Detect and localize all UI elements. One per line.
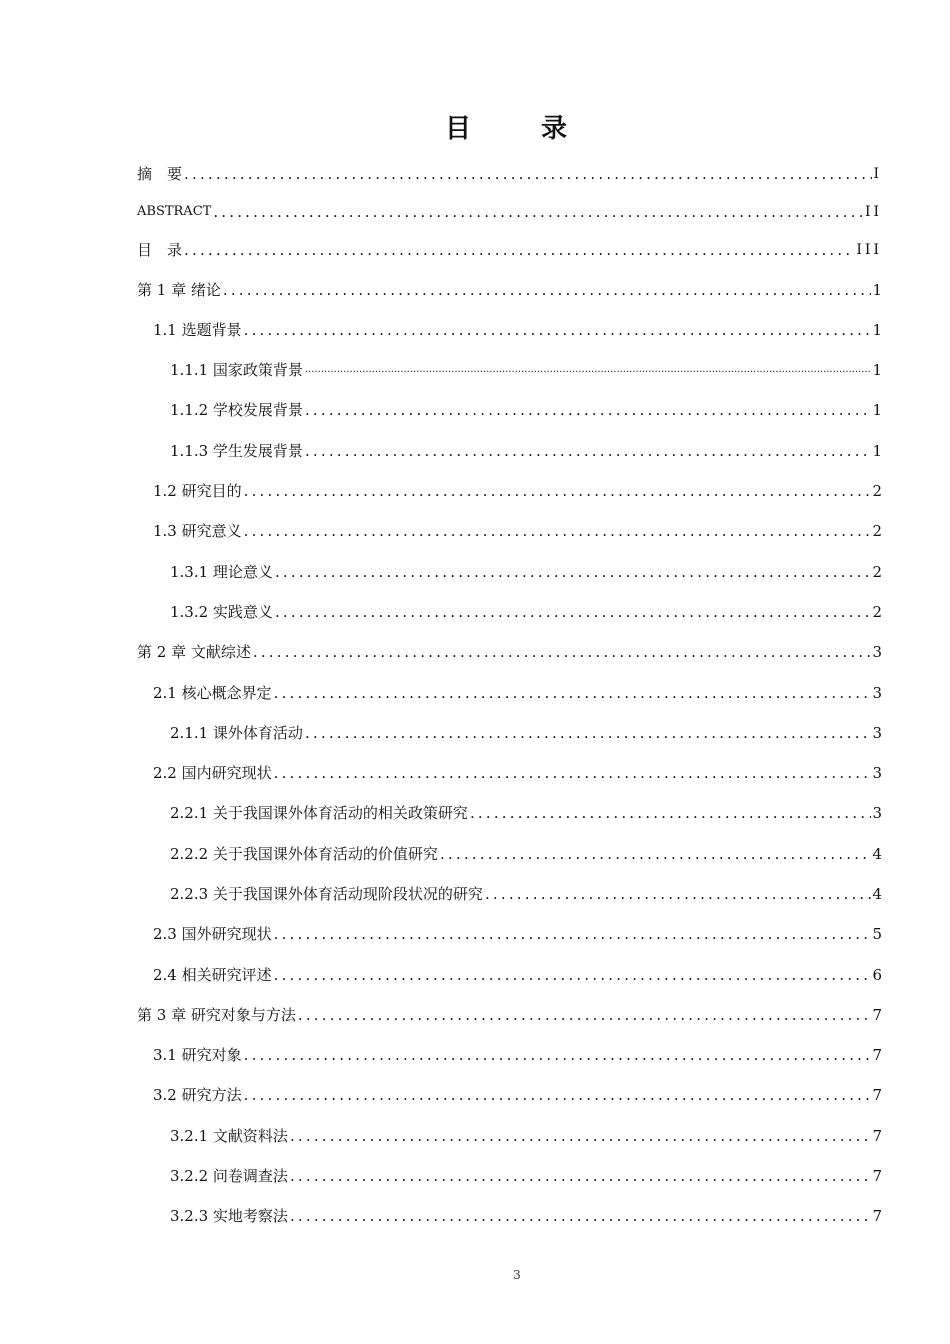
toc-entry[interactable] (153, 316, 882, 340)
toc-entry-label: 3.2.3 实地考察法 (170, 1207, 288, 1225)
toc-leader-dots (290, 1166, 872, 1186)
toc-entry-page: 4 (872, 845, 882, 863)
toc-leader-dots (485, 884, 872, 904)
toc-entry[interactable] (153, 477, 882, 501)
toc-entry-label: 2.2.3 关于我国课外体育活动现阶段状况的研究 (170, 885, 483, 903)
toc-entry-label: ABSTRACT (137, 204, 212, 219)
toc-entry[interactable] (153, 920, 882, 944)
toc-entry[interactable] (170, 1162, 882, 1186)
toc-entry[interactable] (153, 759, 882, 783)
toc-entry[interactable] (137, 276, 882, 300)
toc-entry-label: 第 2 章 文献综述 (137, 643, 251, 661)
toc-leader-dots (275, 562, 872, 582)
toc-entry[interactable] (153, 1081, 882, 1105)
toc-entry[interactable] (170, 840, 882, 864)
toc-entry[interactable] (170, 356, 882, 380)
toc-entry-page: 3 (872, 724, 882, 742)
toc-entry-label: 2.2.2 关于我国课外体育活动的价值研究 (170, 845, 438, 863)
toc-leader-dots (244, 1085, 872, 1105)
toc-leader-dots (298, 1005, 872, 1025)
toc-entry-page: 1 (872, 361, 882, 379)
footer-page-number: 3 (513, 1268, 521, 1282)
toc-entry[interactable] (137, 638, 882, 662)
toc-entry-page: 7 (872, 1167, 882, 1185)
toc-entry[interactable] (170, 719, 882, 743)
toc-entry-label: 1.1.2 学校发展背景 (170, 401, 303, 419)
toc-leader-dots (213, 202, 864, 222)
toc-entry-label: 2.2 国内研究现状 (153, 764, 272, 782)
toc-entry-label: 目 录 (137, 241, 183, 259)
toc-entry[interactable] (153, 1041, 882, 1065)
toc-entry-page: II (864, 204, 882, 220)
toc-entry-page: 2 (872, 482, 882, 500)
toc-leader-dots (470, 803, 872, 823)
toc-entry-page: 1 (872, 442, 882, 460)
toc-entry-label: 1.1 选题背景 (153, 321, 242, 339)
toc-entry-page: I (873, 166, 882, 182)
toc-leader-dots (184, 240, 855, 260)
toc-entry-label: 2.3 国外研究现状 (153, 925, 272, 943)
toc-entry-page: 1 (872, 321, 882, 339)
toc-entry-label: 1.2 研究目的 (153, 482, 242, 500)
toc-entry-page: 7 (872, 1046, 882, 1064)
toc-entry-label: 2.2.1 关于我国课外体育活动的相关政策研究 (170, 804, 468, 822)
toc-entry-page: 2 (872, 603, 882, 621)
toc-entry-page: 7 (872, 1207, 882, 1225)
toc-entry-page: 2 (872, 563, 882, 581)
toc-entry-label: 3.2.2 问卷调查法 (170, 1167, 288, 1185)
toc-leader-dots (274, 763, 872, 783)
toc-entry-page: 4 (872, 885, 882, 903)
toc-entry[interactable] (137, 160, 882, 184)
toc-entry[interactable] (170, 437, 882, 461)
toc-entry-label: 1.1.3 学生发展背景 (170, 442, 303, 460)
toc-entry-label: 3.2 研究方法 (153, 1086, 242, 1104)
toc-leader-dots (290, 1206, 872, 1226)
toc-entry-label: 摘 要 (137, 165, 183, 183)
toc-entry-page: 1 (872, 401, 882, 419)
toc-leader-dots (184, 164, 872, 184)
toc-entry-page: 7 (872, 1086, 882, 1104)
toc-entry-page: 6 (872, 966, 882, 984)
toc-entry-page: 1 (872, 281, 882, 299)
toc-entry-label: 第 1 章 绪论 (137, 281, 221, 299)
toc-entry[interactable] (170, 598, 882, 622)
toc-leader-dots (253, 642, 872, 662)
toc-entry-page: 3 (872, 804, 882, 822)
toc-entry[interactable] (153, 961, 882, 985)
toc-leader-dots (244, 481, 872, 501)
toc-entry[interactable] (170, 880, 882, 904)
toc-leader-dots (244, 521, 872, 541)
toc-leader-dots (305, 723, 872, 743)
toc-entry-label: 3.2.1 文献资料法 (170, 1127, 288, 1145)
toc-entry[interactable] (170, 1202, 882, 1226)
toc-entry[interactable] (170, 396, 882, 420)
toc-entry-label: 第 3 章 研究对象与方法 (137, 1006, 296, 1024)
toc-entry[interactable] (170, 1122, 882, 1146)
toc-entry-label: 1.3.2 实践意义 (170, 603, 273, 621)
toc-leader-dots (305, 360, 872, 380)
toc-leader-dots (440, 844, 872, 864)
toc-leader-dots (290, 1126, 872, 1146)
toc-leader-dots (274, 924, 872, 944)
toc-leader-dots (274, 683, 872, 703)
toc-entry-page: 3 (872, 684, 882, 702)
toc-entry-page: 7 (872, 1127, 882, 1145)
toc-entry-label: 3.1 研究对象 (153, 1046, 242, 1064)
toc-leader-dots (244, 320, 872, 340)
toc-entry[interactable] (137, 236, 882, 260)
toc-title: 目 录 (444, 114, 589, 144)
toc-leader-dots (305, 400, 872, 420)
toc-entry[interactable] (170, 558, 882, 582)
toc-entry-page: 3 (872, 643, 882, 661)
toc-entry-page: 2 (872, 522, 882, 540)
toc-entry-label: 2.1 核心概念界定 (153, 684, 272, 702)
toc-entry-label: 1.1.1 国家政策背景 (170, 361, 303, 379)
toc-leader-dots (223, 280, 872, 300)
toc-leader-dots (244, 1045, 872, 1065)
toc-entry-label: 1.3 研究意义 (153, 522, 242, 540)
toc-leader-dots (275, 602, 872, 622)
toc-entry[interactable] (153, 679, 882, 703)
toc-entry-label: 2.4 相关研究评述 (153, 966, 272, 984)
toc-entry[interactable] (153, 517, 882, 541)
toc-entry-label: 1.3.1 理论意义 (170, 563, 273, 581)
toc-leader-dots (274, 965, 872, 985)
toc-leader-dots (305, 441, 872, 461)
toc-entry[interactable] (137, 1001, 882, 1025)
toc-entry[interactable] (170, 799, 882, 823)
toc-entry-page: 7 (872, 1006, 882, 1024)
toc-entry-label: 2.1.1 课外体育活动 (170, 724, 303, 742)
toc-entry-page: 5 (872, 925, 882, 943)
toc-entry-page: III (856, 242, 882, 258)
toc-entry-page: 3 (872, 764, 882, 782)
toc-entry[interactable] (137, 198, 882, 222)
